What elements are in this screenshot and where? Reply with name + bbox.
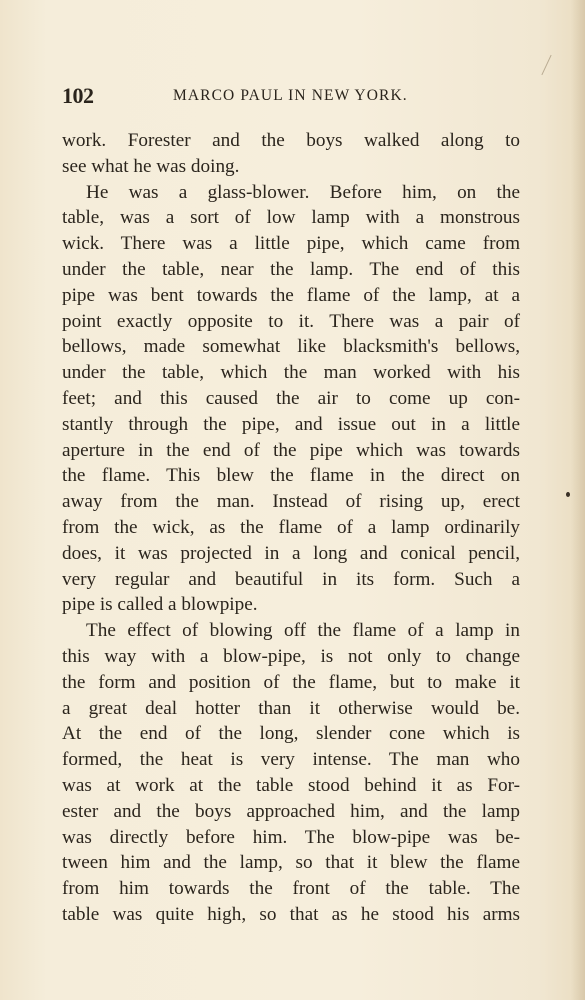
pencil-mark — [541, 55, 551, 75]
text-line: feet; and this caused the air to come up con- — [62, 387, 520, 409]
text-line: away from the man. Instead of rising up, erect — [62, 491, 520, 513]
text-line: work. Forester and the boys walked along to — [62, 130, 520, 151]
text-line: stantly through the pipe, and issue out in a little — [62, 413, 520, 435]
text-line: ester and the boys approached him, and the lamp — [62, 800, 520, 822]
page-header — [62, 83, 522, 109]
text-line: pipe was bent towards the flame of the lamp, at a — [62, 284, 520, 306]
text-line: He was a glass-blower. Before him, on the — [86, 181, 520, 203]
text-line: bellows, made somewhat like blacksmith's bellows, — [62, 336, 520, 358]
text-line: pipe is called a blowpipe. — [62, 594, 258, 616]
page-number: 102 — [62, 83, 94, 108]
ink-speck — [566, 492, 570, 497]
text-line: from the wick, as the flame of a lamp ordinarily — [62, 516, 520, 538]
text-line: aperture in the end of the pipe which was towards — [62, 439, 520, 461]
text-line: the form and position of the flame, but to make it — [62, 671, 520, 693]
text-line: At the end of the long, slender cone which is — [62, 723, 520, 745]
text-line: from him towards the front of the table. The — [62, 878, 520, 900]
text-line: see what he was doing. — [62, 155, 240, 177]
body-text — [62, 128, 520, 928]
text-line: table, was a sort of low lamp with a monstrous — [62, 207, 520, 229]
text-line: under the table, which the man worked with his — [62, 362, 520, 384]
text-line: does, it was projected in a long and conical pencil, — [62, 542, 520, 564]
text-line: table was quite high, so that as he stood his arms — [62, 903, 520, 925]
text-line: point exactly opposite to it. There was a pair of — [62, 310, 520, 332]
text-line: very regular and beautiful in its form. Such a — [62, 568, 520, 590]
text-line: a great deal hotter than it otherwise would be. — [62, 697, 520, 719]
page-edge-shadow — [571, 0, 585, 1000]
text-line: under the table, near the lamp. The end of this — [62, 258, 520, 280]
text-line: the flame. This blew the flame in the direct on — [62, 465, 520, 487]
text-line: was directly before him. The blow-pipe was be- — [62, 826, 520, 848]
text-line: The effect of blowing off the flame of a lamp in — [86, 620, 520, 642]
text-line: wick. There was a little pipe, which came from — [62, 233, 520, 255]
text-line: this way with a blow-pipe, is not only to change — [62, 645, 520, 667]
running-head: MARCO PAUL IN NEW YORK. — [173, 87, 408, 104]
text-line: tween him and the lamp, so that it blew the flame — [62, 852, 520, 874]
text-line: was at work at the table stood behind it as For- — [62, 774, 520, 796]
text-line: formed, the heat is very intense. The man who — [62, 749, 520, 771]
